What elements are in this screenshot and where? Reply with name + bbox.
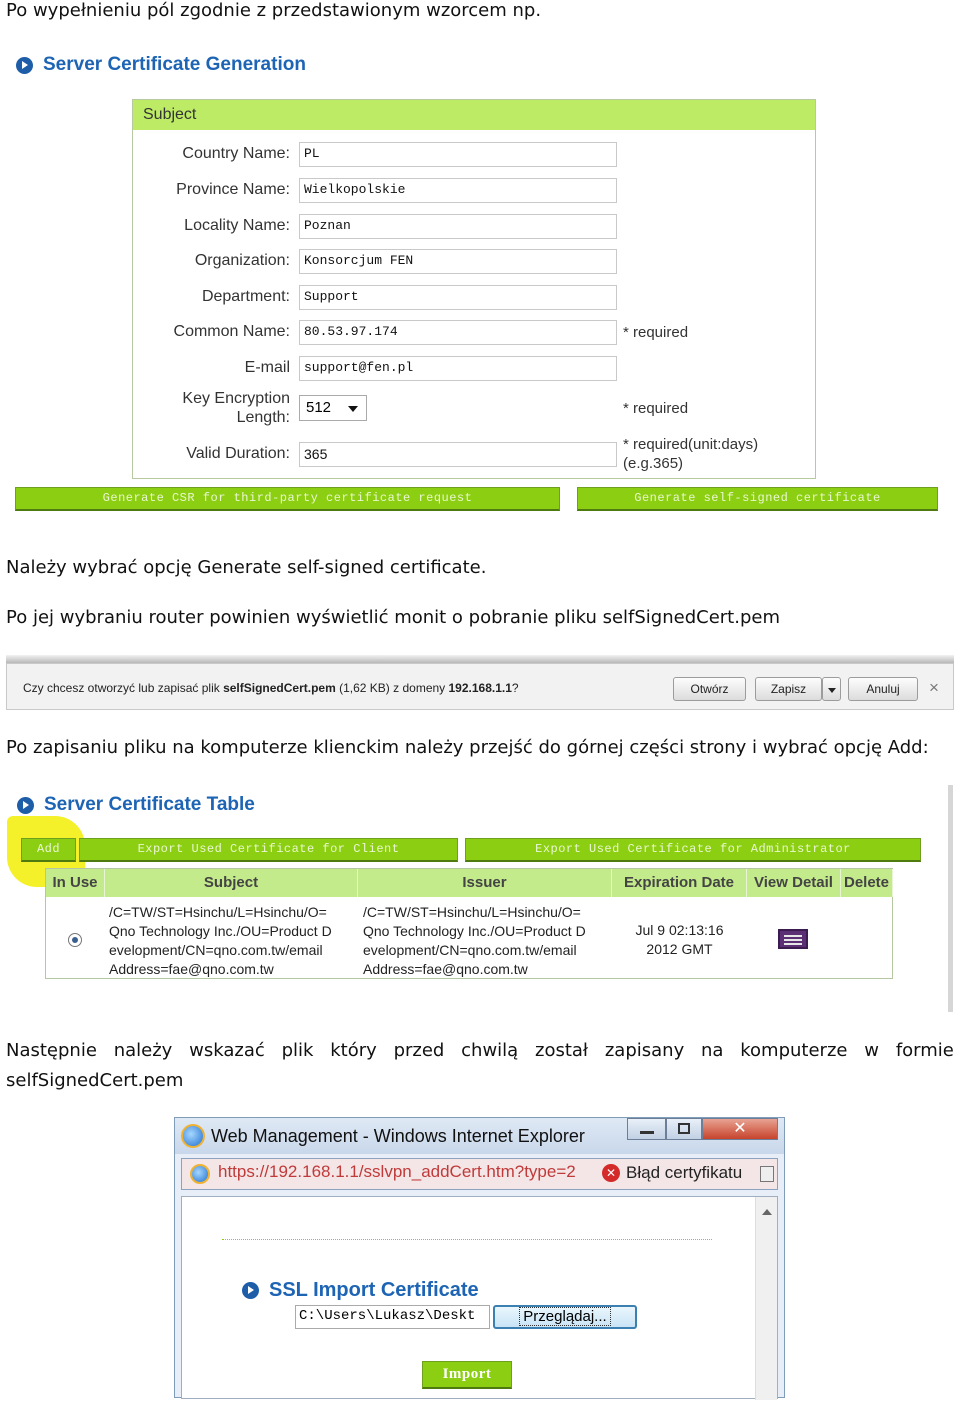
province-label: Province Name: <box>176 181 290 198</box>
word: został <box>535 1040 589 1061</box>
table-heading <box>17 794 255 816</box>
locality-label: Locality Name: <box>184 217 290 234</box>
save-dropdown-button[interactable] <box>822 677 841 701</box>
word: plik <box>281 1040 314 1061</box>
generation-title: Server Certificate Generation <box>43 54 306 75</box>
issuer-line: Address=fae@qno.com.tw <box>363 961 528 977</box>
in-use-radio[interactable] <box>68 933 82 947</box>
valid-duration-required: * required(unit:days) <box>623 436 759 453</box>
subject-line: evelopment/CN=qno.com.tw/email <box>109 942 323 958</box>
generation-heading <box>16 54 306 76</box>
generate-self-signed-button[interactable]: Generate self-signed certificate <box>577 487 938 511</box>
locality-input[interactable]: Poznan <box>299 214 617 239</box>
issuer-line: Qno Technology Inc./OU=Product D <box>363 923 586 939</box>
export-client-button[interactable]: Export Used Certificate for Client <box>79 838 458 862</box>
close-icon[interactable]: × <box>929 678 939 697</box>
header-delete: Delete <box>841 869 893 897</box>
word: przed <box>393 1040 445 1061</box>
key-length-select[interactable] <box>299 395 367 421</box>
ie-page-icon <box>190 1164 210 1184</box>
word: Następnie <box>6 1040 97 1061</box>
download-domain: 192.168.1.1 <box>448 681 512 695</box>
expiration-cell <box>612 921 747 959</box>
country-label: Country Name: <box>182 145 290 162</box>
instruction-self-signed: Należy wybrać opcję Generate self-signed certificate. <box>6 557 487 578</box>
maximize-button[interactable] <box>666 1118 702 1140</box>
subject-line: Qno Technology Inc./OU=Product D <box>109 923 332 939</box>
export-admin-button[interactable]: Export Used Certificate for Administrator <box>465 838 921 862</box>
window-title: Web Management - Windows Internet Explorer <box>211 1126 585 1146</box>
file-path-input[interactable]: C:\Users\Lukasz\Deskt <box>295 1305 490 1329</box>
browse-label: Przeglądaj... <box>520 1308 609 1325</box>
word: komputerze <box>740 1040 848 1061</box>
page-report-icon[interactable] <box>760 1166 774 1182</box>
expiration-line: Jul 9 02:13:16 <box>635 922 724 938</box>
key-length-label-2: Length: <box>236 409 290 426</box>
issuer-cell <box>363 903 586 979</box>
key-length-value: 512 <box>306 399 332 416</box>
country-input[interactable]: PL <box>299 142 617 167</box>
download-bar-top-edge <box>6 655 954 663</box>
url-field[interactable]: https://192.168.1.1/sslvpn_addCert.htm?type=2 <box>218 1162 576 1181</box>
subject-line: /C=TW/ST=Hsinchu/L=Hsinchu/O= <box>109 904 327 920</box>
instruction-filename: selfSignedCert.pem <box>6 1070 184 1091</box>
issuer-line: evelopment/CN=qno.com.tw/email <box>363 942 577 958</box>
address-bar <box>181 1158 778 1190</box>
word: chwilą <box>461 1040 519 1061</box>
issuer-line: /C=TW/ST=Hsinchu/L=Hsinchu/O= <box>363 904 581 920</box>
department-input[interactable]: Support <box>299 285 617 310</box>
arrow-bullet-icon <box>242 1282 259 1299</box>
arrow-bullet-icon <box>17 797 34 814</box>
cert-error-label[interactable]: Błąd certyfikatu <box>626 1163 743 1182</box>
subject-panel <box>132 99 816 479</box>
instruction-add: Po zapisaniu pliku na komputerze klienckim należy przejść do górnej części strony i wybrać opcję Add: <box>6 737 929 758</box>
scroll-edge <box>948 785 953 1012</box>
header-view-detail: View Detail <box>747 869 841 897</box>
key-length-label-1: Key Encryption <box>182 390 290 407</box>
word: na <box>701 1040 724 1061</box>
close-window-button[interactable] <box>702 1118 778 1140</box>
maximize-icon <box>678 1123 690 1134</box>
import-button[interactable]: Import <box>422 1361 512 1389</box>
minimize-button[interactable] <box>627 1118 666 1140</box>
browse-button[interactable] <box>493 1305 637 1329</box>
valid-duration-input[interactable]: 365 <box>299 442 617 467</box>
radio-dot <box>72 937 78 943</box>
word: formie <box>895 1040 954 1061</box>
download-message <box>23 681 519 695</box>
organization-label: Organization: <box>194 252 290 269</box>
scroll-up-icon[interactable] <box>762 1209 772 1215</box>
vertical-scrollbar[interactable] <box>755 1197 777 1400</box>
header-expiration: Expiration Date <box>612 869 747 897</box>
download-notification-bar <box>6 663 954 710</box>
generate-csr-button[interactable]: Generate CSR for third-party certificate request <box>15 487 560 511</box>
valid-duration-example: (e.g.365) <box>623 455 684 472</box>
header-issuer: Issuer <box>358 869 612 897</box>
add-button[interactable]: Add <box>21 838 76 862</box>
view-detail-icon[interactable] <box>778 929 808 949</box>
save-button[interactable]: Zapisz <box>755 677 822 701</box>
download-middle: (1,62 KB) z domeny <box>335 681 449 695</box>
common-name-label: Common Name: <box>173 323 290 340</box>
subject-line: Address=fae@qno.com.tw <box>109 961 274 977</box>
arrow-bullet-icon <box>16 57 33 74</box>
certificate-table <box>45 868 893 979</box>
header-subject: Subject <box>105 869 358 897</box>
header-in-use: In Use <box>46 869 105 897</box>
download-prefix: Czy chcesz otworzyć lub zapisać plik <box>23 681 224 695</box>
download-filename: selfSignedCert.pem <box>223 681 336 695</box>
email-input[interactable]: support@fen.pl <box>299 356 617 381</box>
subject-header: Subject <box>133 100 815 130</box>
word: w <box>864 1040 880 1061</box>
minimize-icon <box>640 1131 654 1134</box>
dotted-divider <box>222 1239 712 1240</box>
ssl-import-title: SSL Import Certificate <box>269 1279 479 1301</box>
ie-window <box>174 1117 785 1398</box>
chevron-down-icon <box>348 406 358 412</box>
table-title: Server Certificate Table <box>44 794 255 815</box>
common-name-input[interactable]: 80.53.97.174 <box>299 320 617 345</box>
intro-text: Po wypełnieniu pól zgodnie z przedstawionym wzorcem np. <box>6 0 542 21</box>
key-length-required: * required <box>623 400 689 417</box>
department-label: Department: <box>201 288 290 305</box>
instruction-select-file <box>6 1040 954 1062</box>
instruction-download: Po jej wybraniu router powinien wyświetlić monit o pobranie pliku selfSignedCert.pem <box>6 607 780 628</box>
word: który <box>330 1040 377 1061</box>
email-label: E-mail <box>244 359 290 376</box>
close-icon: ✕ <box>733 1120 747 1137</box>
common-name-required: * required <box>623 324 689 341</box>
ie-content-area <box>181 1196 778 1399</box>
province-input[interactable]: Wielkopolskie <box>299 178 617 203</box>
ie-logo-icon <box>181 1124 205 1148</box>
cert-error-icon: ✕ <box>602 1164 620 1182</box>
subject-cell <box>109 903 332 979</box>
organization-input[interactable]: Konsorcjum FEN <box>299 249 617 274</box>
ssl-import-heading <box>242 1279 479 1302</box>
word: wskazać <box>189 1040 265 1061</box>
download-suffix: ? <box>511 681 519 695</box>
chevron-down-icon <box>828 688 836 693</box>
word: zapisany <box>604 1040 685 1061</box>
word: należy <box>113 1040 173 1061</box>
cancel-button[interactable]: Anuluj <box>848 677 918 701</box>
expiration-line: 2012 GMT <box>646 941 713 957</box>
open-button[interactable]: Otwórz <box>673 677 746 701</box>
valid-duration-label: Valid Duration: <box>186 445 290 462</box>
